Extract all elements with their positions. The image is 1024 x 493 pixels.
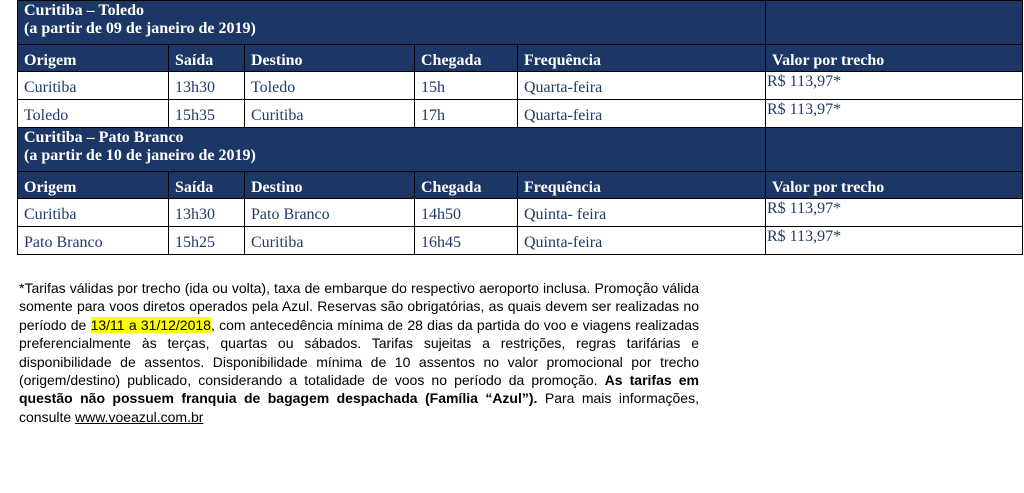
- cell-saida: 13h30: [169, 72, 245, 100]
- col-header-destino: Destino: [245, 45, 415, 72]
- col-header-origem: Origem: [18, 45, 169, 72]
- cell-frequencia: Quarta-feira: [518, 72, 766, 100]
- cell-chegada: 16h45: [415, 227, 518, 255]
- route-title: Curitiba – Toledo: [24, 2, 145, 19]
- cell-saida: 15h35: [169, 100, 245, 128]
- cell-frequencia: Quinta- feira: [518, 199, 766, 227]
- col-header-frequencia: Frequência: [518, 45, 766, 72]
- terms-text: Para mais informações, consulte: [19, 390, 699, 425]
- col-header-destino: Destino: [245, 172, 415, 199]
- cell-frequencia: Quarta-feira: [518, 100, 766, 128]
- table-row: [18, 100, 1023, 128]
- col-header-valor: Valor por trecho: [766, 45, 1023, 72]
- fare-terms-paragraph: [19, 279, 699, 426]
- section-header-row: [18, 128, 1023, 172]
- cell-destino: Toledo: [245, 72, 415, 100]
- section-header-row: [18, 1, 1023, 45]
- route-start-date: (a partir de 10 de janeiro de 2019): [24, 147, 256, 164]
- cell-valor: R$ 113,97*: [766, 100, 1023, 128]
- table-row: [18, 227, 1023, 255]
- cell-saida: 15h25: [169, 227, 245, 255]
- terms-text: *Tarifas válidas por trecho (ida ou volta), taxa de embarque do respectivo aeroporto inclusa. Promoção válida somente para voos diretos operados pela Azul. Reservas são obrigatórias, as quais devem ser realizadas no período de: [19, 280, 699, 333]
- table-row: [18, 199, 1023, 227]
- cell-frequencia: Quinta-feira: [518, 227, 766, 255]
- table-row: [18, 72, 1023, 100]
- highlighted-booking-period: 13/11 a 31/12/2018: [90, 316, 211, 333]
- website-link[interactable]: www.voeazul.com.br: [75, 408, 204, 425]
- cell-chegada: 14h50: [415, 199, 518, 227]
- cell-destino: Curitiba: [245, 227, 415, 255]
- col-header-chegada: Chegada: [415, 45, 518, 72]
- section-title: [18, 1, 766, 45]
- col-header-origem: Origem: [18, 172, 169, 199]
- route-title: Curitiba – Pato Branco: [24, 129, 184, 146]
- cell-origem: Pato Branco: [18, 227, 169, 255]
- column-header-row: [18, 45, 1023, 72]
- cell-destino: Curitiba: [245, 100, 415, 128]
- cell-valor: R$ 113,97*: [766, 227, 1023, 255]
- route-start-date: (a partir de 09 de janeiro de 2019): [24, 20, 256, 37]
- col-header-saida: Saída: [169, 45, 245, 72]
- cell-destino: Pato Branco: [245, 199, 415, 227]
- cell-chegada: 15h: [415, 72, 518, 100]
- cell-chegada: 17h: [415, 100, 518, 128]
- cell-origem: Curitiba: [18, 72, 169, 100]
- col-header-chegada: Chegada: [415, 172, 518, 199]
- column-header-row: [18, 172, 1023, 199]
- section-title-empty-cell: [766, 128, 1023, 172]
- terms-text: , com antecedência mínima de 28 dias da partida do voo e viagens realizadas preferencialmente às terças, quartas ou sábados. Tarifas sujeitas a restrições, regras tarifárias e disponibilidade de assentos. Disponibilidade mínima de 10 assentos no valor promocional por trecho (origem/destino) publicado, considerando a totalidade de voos no período da promoção.: [19, 316, 700, 389]
- col-header-valor: Valor por trecho: [766, 172, 1023, 199]
- cell-origem: Curitiba: [18, 199, 169, 227]
- cell-saida: 13h30: [169, 199, 245, 227]
- cell-valor: R$ 113,97*: [766, 199, 1023, 227]
- flight-schedule-table: [17, 0, 1023, 255]
- cell-valor: R$ 113,97*: [766, 72, 1023, 100]
- section-title: [18, 128, 766, 172]
- section-title-empty-cell: [766, 1, 1023, 45]
- baggage-notice: As tarifas em questão não possuem franquia de bagagem despachada (Família “Azul”).: [19, 372, 699, 407]
- col-header-saida: Saída: [169, 172, 245, 199]
- cell-origem: Toledo: [18, 100, 169, 128]
- col-header-frequencia: Frequência: [518, 172, 766, 199]
